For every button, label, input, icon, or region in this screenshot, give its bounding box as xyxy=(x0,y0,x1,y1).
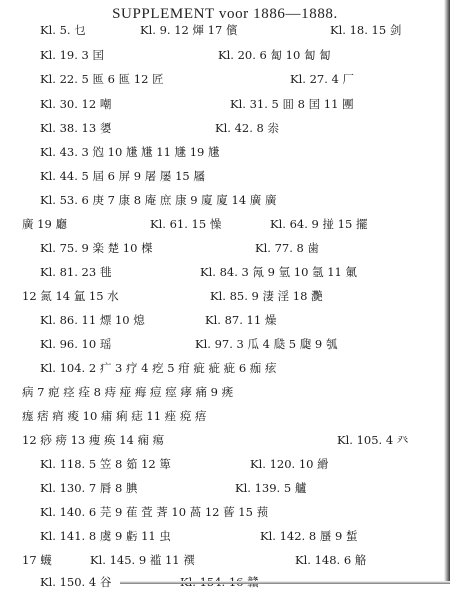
index-line xyxy=(0,526,450,546)
index-entry: Kl. 31. 5 囬 8 囯 11 團 xyxy=(230,97,354,111)
index-entry: Kl. 5. 乜 xyxy=(40,23,86,37)
index-entry: Kl. 148. 6 觡 xyxy=(295,553,367,567)
index-entry: Kl. 53. 6 庚 7 康 8 庵 庶 康 9 廈 廈 14 廣 廣 xyxy=(40,193,277,207)
index-entry: Kl. 64. 9 掽 15 擺 xyxy=(270,217,368,231)
index-line xyxy=(0,454,450,474)
index-line xyxy=(0,142,450,162)
page-edge-shadow xyxy=(444,0,450,584)
index-line xyxy=(0,238,450,258)
index-entry: Kl. 84. 3 氝 9 氫 10 氬 11 氭 xyxy=(200,265,358,279)
index-line xyxy=(0,382,450,402)
index-line xyxy=(0,94,450,114)
index-entry: Kl. 43. 3 尦 10 尲 尲 11 尲 19 尲 xyxy=(40,145,220,159)
index-line xyxy=(0,45,450,65)
index-line xyxy=(0,358,450,378)
index-line xyxy=(0,262,450,282)
index-line xyxy=(0,430,450,450)
index-entry: 12 痧 痨 13 痩 痪 14 痫 痬 xyxy=(22,433,165,447)
index-entry: 痝 痞 痟 痠 10 痡 痢 痣 11 痤 痥 痦 xyxy=(22,409,207,423)
index-line xyxy=(0,20,450,40)
index-line xyxy=(0,478,450,498)
index-line xyxy=(0,310,450,330)
index-line xyxy=(0,118,450,138)
index-entry: Kl. 77. 8 歯 xyxy=(255,241,319,255)
index-line xyxy=(0,334,450,354)
index-line xyxy=(0,166,450,186)
index-entry: Kl. 145. 9 褴 11 襈 xyxy=(90,553,195,567)
index-line xyxy=(0,550,450,570)
index-entry: Kl. 18. 15 剑 xyxy=(330,23,402,37)
index-entry: Kl. 118. 5 笠 8 筎 12 箄 xyxy=(40,457,171,471)
index-line xyxy=(0,286,450,306)
index-entry: Kl. 44. 5 屆 6 屏 9 屠 屡 15 屩 xyxy=(40,169,205,183)
index-entry: Kl. 142. 8 蜃 9 蜤 xyxy=(260,529,358,543)
index-entry: Kl. 105. 4 癶 xyxy=(337,433,409,447)
index-entry: Kl. 61. 15 懆 xyxy=(150,217,222,231)
index-entry: Kl. 87. 11 燥 xyxy=(205,313,277,327)
index-entry: Kl. 38. 13 嬃 xyxy=(40,121,112,135)
index-entry: 廣 19 廳 xyxy=(22,217,67,231)
index-line xyxy=(0,69,450,89)
index-line xyxy=(0,406,450,426)
page-title: SUPPLEMENT voor 1886—1888. xyxy=(112,6,338,22)
index-entry: Kl. 30. 12 嘲 xyxy=(40,97,112,111)
index-entry: Kl. 22. 5 匜 6 匜 12 匠 xyxy=(40,72,164,86)
index-entry: Kl. 19. 3 囯 xyxy=(40,48,104,62)
index-line xyxy=(0,502,450,522)
index-line xyxy=(0,190,450,210)
index-entry: Kl. 140. 6 芫 9 萑 萓 萕 10 萵 12 蒈 15 蓣 xyxy=(40,505,269,519)
index-entry: Kl. 97. 3 瓜 4 瓞 5 瓟 9 瓠 xyxy=(195,337,338,351)
index-entry: Kl. 9. 12 煇 17 儐 xyxy=(140,23,238,37)
index-entry: Kl. 20. 6 匐 10 匐 匐 xyxy=(218,48,331,62)
index-entry: Kl. 81. 23 毴 xyxy=(40,265,112,279)
index-entry: Kl. 96. 10 瑶 xyxy=(40,337,112,351)
index-entry: Kl. 85. 9 淒 淫 18 灧 xyxy=(210,289,323,303)
index-entry: Kl. 104. 2 疒 3 疗 4 疙 5 疳 疵 疵 疵 6 痂 痃 xyxy=(40,361,277,375)
index-entry: 17 蠛 xyxy=(22,553,52,567)
index-entry: 12 氮 14 氳 15 水 xyxy=(22,289,119,303)
index-entry: Kl. 27. 4 厂 xyxy=(290,72,354,86)
index-entry: Kl. 86. 11 熛 10 熄 xyxy=(40,313,145,327)
index-line xyxy=(0,214,450,234)
index-entry: Kl. 42. 8 尜 xyxy=(215,121,279,135)
index-entry: Kl. 120. 10 縎 xyxy=(250,457,329,471)
index-entry: Kl. 141. 8 虞 9 虧 11 虫 xyxy=(40,529,171,543)
index-entry: Kl. 130. 7 脣 8 腆 xyxy=(40,481,138,495)
index-entry: Kl. 75. 9 楽 楚 10 榤 xyxy=(40,241,153,255)
index-entry: Kl. 150. 4 谷 xyxy=(40,575,112,589)
index-entry: Kl. 139. 5 艫 xyxy=(235,481,307,495)
index-entry: 病 7 痆 痉 痊 8 痔 痖 痗 痘 痙 痚 痛 9 痜 xyxy=(22,385,234,399)
